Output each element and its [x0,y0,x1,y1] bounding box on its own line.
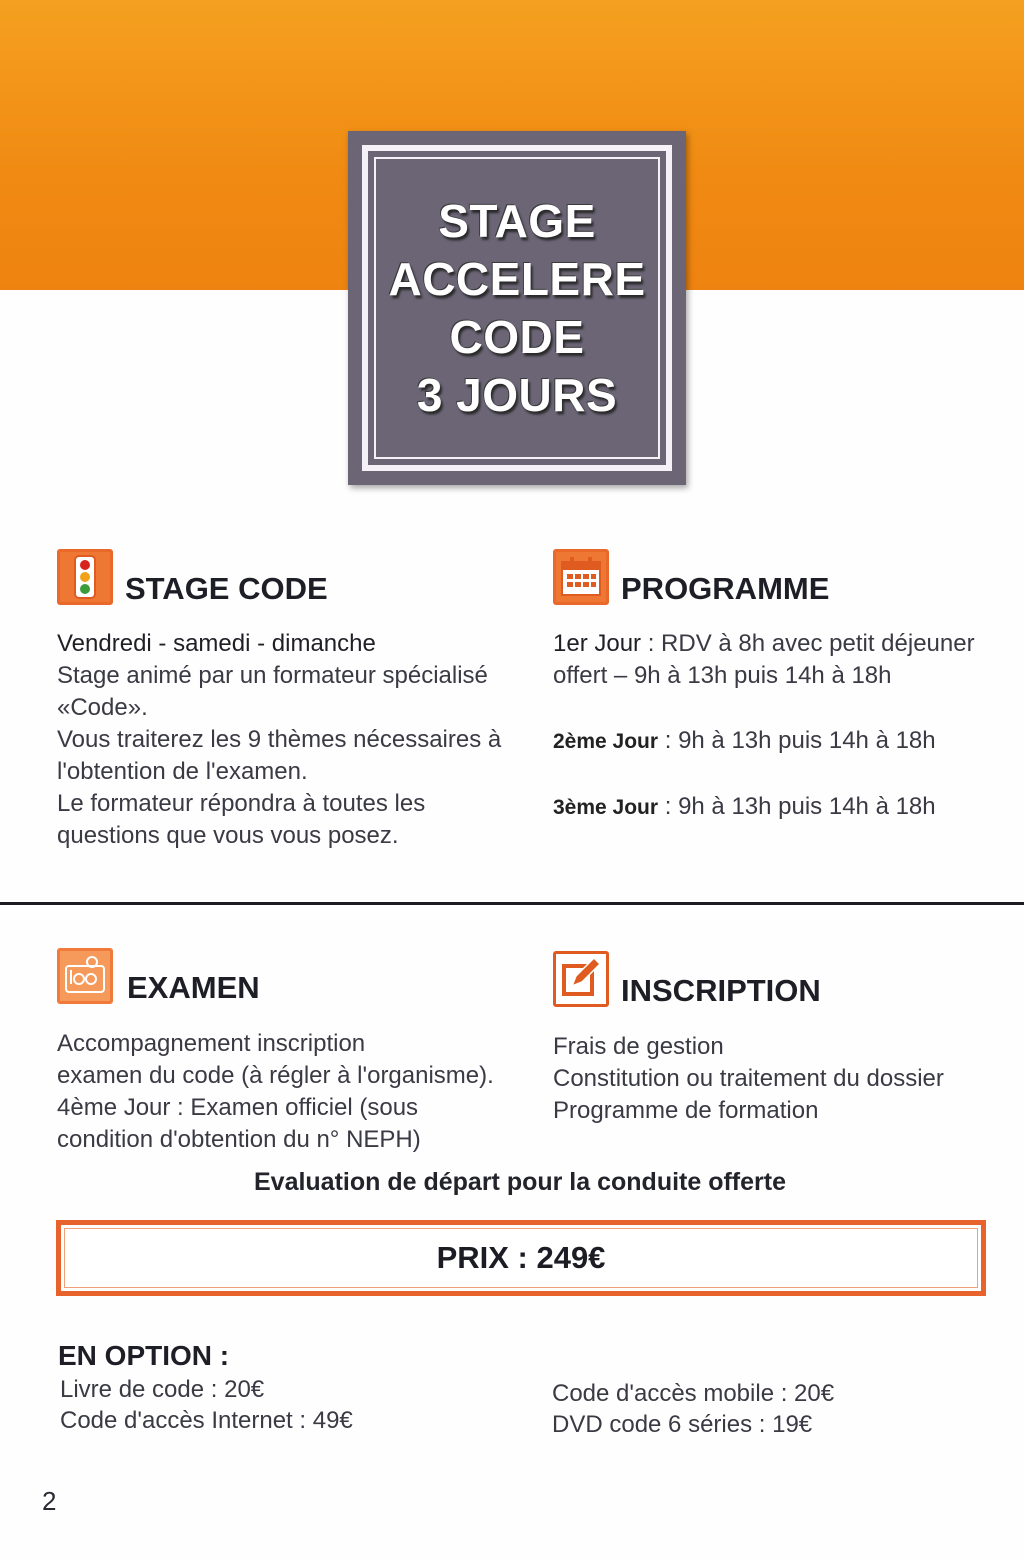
section-divider [0,902,1024,905]
options-right [552,1378,834,1440]
day1-label: 1er Jour [553,630,642,657]
day2-label: 2ème Jour [553,730,659,753]
price-text: PRIX : 249€ [436,1240,606,1275]
edit-icon [553,951,609,1007]
examen-section [57,948,527,1156]
price-box [56,1220,986,1296]
title-box [348,131,686,485]
stage-days: Vendredi - samedi - dimanche [57,630,376,657]
stage-line-6: questions que vous vous posez. [57,822,399,849]
inscription-heading: INSCRIPTION [621,973,821,1008]
inscription-line-3: Programme de formation [553,1097,819,1124]
traffic-light-icon [57,549,113,605]
day2-row [553,725,1003,758]
stage-code-section [57,549,517,852]
examen-line-1: Accompagnement inscription [57,1030,366,1057]
day1-row [553,628,1003,660]
calendar-icon [553,549,609,605]
day3-row [553,791,1003,824]
option-item: Code d'accès Internet : 49€ [60,1407,353,1434]
day3-label: 3ème Jour [553,796,659,819]
stage-line-1: Stage animé par un formateur spécialisé [57,662,488,689]
title-line-3: CODE [449,311,585,363]
day1-text: : RDV à 8h avec petit déjeuner [641,630,975,657]
option-item: DVD code 6 séries : 19€ [552,1411,813,1438]
programme-heading: PROGRAMME [621,571,830,606]
title-line-2: ACCELERE [388,253,646,305]
options-heading: EN OPTION : [58,1340,230,1371]
examen-line-3: 4ème Jour : Examen officiel (sous [57,1094,419,1121]
day3-text: : 9h à 13h puis 14h à 18h [658,793,936,820]
day2-text: : 9h à 13h puis 14h à 18h [658,727,936,754]
stage-line-2: «Code». [57,694,148,721]
page-number: 2 [42,1486,57,1516]
option-item: Code d'accès mobile : 20€ [552,1380,835,1407]
inscription-line-1: Frais de gestion [553,1033,724,1060]
title-line-4: 3 JOURS [416,369,618,421]
title-line-1: STAGE [438,195,596,247]
inscription-section [553,951,1003,1127]
examen-line-2: examen du code (à régler à l'organisme). [57,1062,494,1089]
inscription-line-2: Constitution ou traitement du dossier [553,1065,944,1092]
options-left [60,1374,353,1436]
option-item: Livre de code : 20€ [60,1376,265,1403]
examen-line-4: condition d'obtention du n° NEPH) [57,1126,421,1153]
day1-text-cont: offert – 9h à 13h puis 14h à 18h [553,662,892,689]
stage-line-4: l'obtention de l'examen. [57,758,308,785]
stage-line-5: Le formateur répondra à toutes les [57,790,426,817]
stage-code-heading: STAGE CODE [125,571,328,606]
stage-line-3: Vous traiterez les 9 thèmes nécessaires à [57,726,502,753]
evaluation-offer: Evaluation de départ pour la conduite offerte [253,1168,786,1196]
programme-section [553,549,1003,824]
examen-heading: EXAMEN [127,970,260,1005]
exam-icon [57,948,113,1004]
